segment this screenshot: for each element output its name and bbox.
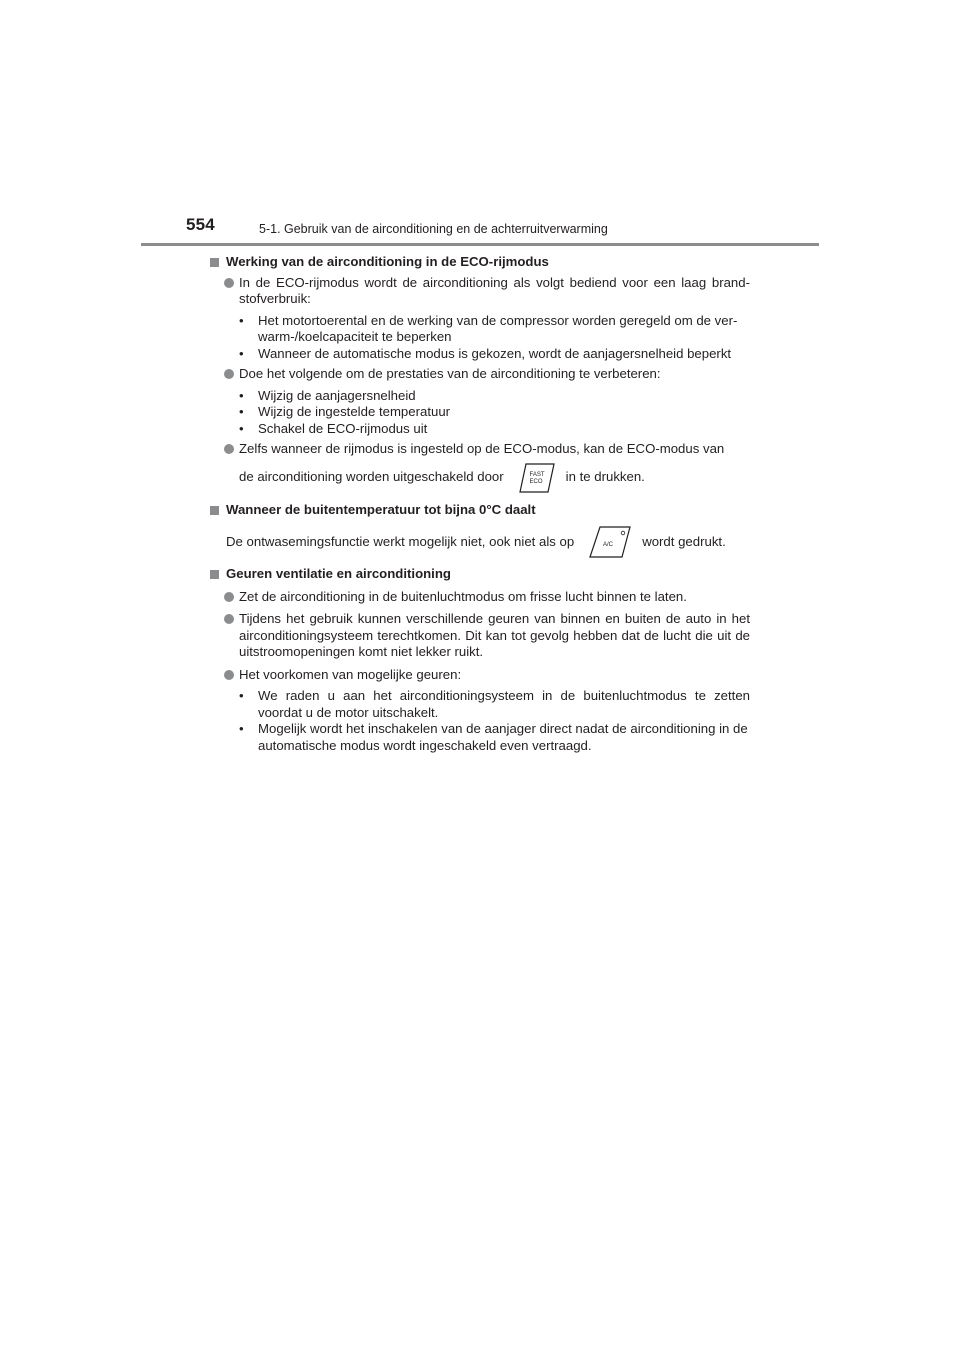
bullet-text: Doe het volgende om de prestaties van de airconditioning te verbeteren: xyxy=(239,366,661,381)
list-item xyxy=(210,667,750,684)
section-heading-text: Wanneer de buitentemperatuur tot bijna 0°C daalt xyxy=(226,501,536,517)
section-heading-cold xyxy=(210,502,750,519)
header-rule xyxy=(141,243,819,246)
round-bullet-icon xyxy=(224,592,234,602)
fast-label: FAST xyxy=(529,471,545,478)
sub-list-item: • Wanneer de automatische modus is gekozen, wordt de aanjagersnelheid beperkt xyxy=(239,346,750,363)
bullet-text: Tijdens het gebruik kunnen verschillende geuren van binnen en buiten de auto in het airconditioningsysteem terechtkomen. Dit kan tot gevolg hebben dat de lucht die uit de uitstroomopeningen komt niet lekker ruikt. xyxy=(239,611,750,659)
section-heading-eco xyxy=(210,254,750,271)
list-item xyxy=(210,366,750,383)
round-bullet-icon xyxy=(224,278,234,288)
round-bullet-icon xyxy=(224,444,234,454)
round-bullet-icon xyxy=(224,670,234,680)
paragraph-text: wordt gedrukt. xyxy=(642,533,726,549)
bullet-text: In de ECO-rijmodus wordt de airconditioning als volgt bediend voor een laag brand-stofverbruik: xyxy=(239,274,750,306)
sub-list-item: • We raden u aan het airconditioningsysteem in de buitenluchtmodus te zetten voordat u de motor uitschakelt. xyxy=(239,688,750,721)
ac-button-icon xyxy=(586,525,634,559)
list-item xyxy=(210,441,750,498)
bullet-text: Zelfs wanneer de rijmodus is ingesteld op de ECO-modus, kan de ECO-modus van xyxy=(239,441,725,456)
sub-list-item: • Schakel de ECO-rijmodus uit xyxy=(239,421,750,438)
inline-line-with-button xyxy=(226,522,750,562)
section-heading-text: Werking van de airconditioning in de ECO-rijmodus xyxy=(226,254,549,269)
paragraph xyxy=(210,522,750,562)
sub-list xyxy=(210,388,750,438)
section-heading-odors xyxy=(210,566,750,583)
square-bullet-icon xyxy=(210,506,219,515)
sub-list xyxy=(210,688,750,754)
bullet-text: in te drukken. xyxy=(565,469,645,485)
sub-list-item: • Wijzig de aanjagersnelheid xyxy=(239,388,750,405)
eco-label: ECO xyxy=(529,478,543,485)
bullet-text: Zet de airconditioning in de buitenluchtmodus om frisse lucht binnen te laten. xyxy=(239,588,687,604)
sub-list-item: • Wijzig de ingestelde temperatuur xyxy=(239,404,750,421)
inline-line-with-button xyxy=(239,458,750,498)
indicator-light-icon xyxy=(621,531,625,535)
bullet-text: de airconditioning worden uitgeschakeld door xyxy=(239,469,504,485)
list-item xyxy=(210,275,750,308)
chapter-title: 5-1. Gebruik van de airconditioning en de achterruitverwarming xyxy=(259,222,608,236)
section-heading-text: Geuren ventilatie en airconditioning xyxy=(226,566,451,581)
ac-label: A/C xyxy=(603,542,614,548)
bullet-text: Het voorkomen van mogelijke geuren: xyxy=(239,666,462,682)
paragraph-text: De ontwasemingsfunctie werkt mogelijk niet, ook niet als op xyxy=(226,533,575,549)
list-item xyxy=(210,589,750,606)
page-content xyxy=(210,254,750,754)
page-number: 554 xyxy=(186,215,215,234)
list-item xyxy=(210,611,750,661)
sub-list-item: • Het motortoerental en de werking van de compressor worden geregeld om de ver-warm-/koelcapaciteit te beperken xyxy=(239,313,750,346)
sub-list-item: • Mogelijk wordt het inschakelen van de aanjager direct nadat de airconditioning in de automatische modus wordt ingeschakeld even vertraagd. xyxy=(239,721,750,754)
fast-eco-button-icon xyxy=(516,462,558,494)
round-bullet-icon xyxy=(224,369,234,379)
square-bullet-icon xyxy=(210,258,219,267)
square-bullet-icon xyxy=(210,570,219,579)
round-bullet-icon xyxy=(224,614,234,624)
sub-list xyxy=(210,313,750,363)
